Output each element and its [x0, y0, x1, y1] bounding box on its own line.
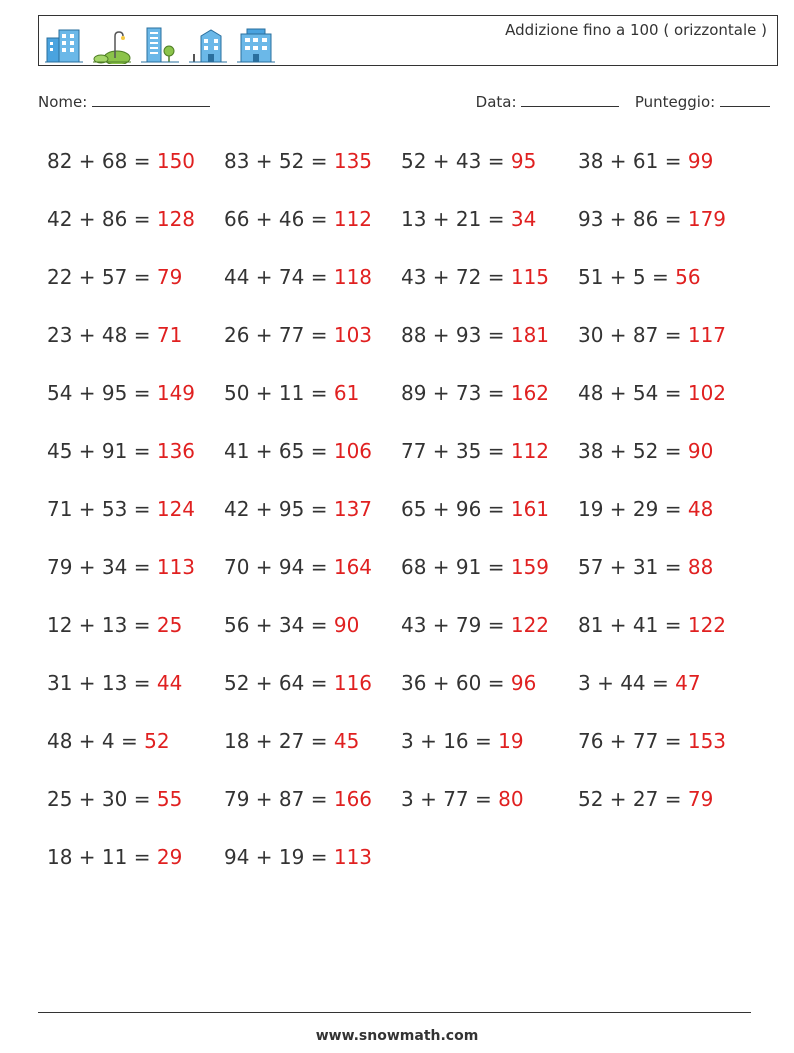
problem — [578, 551, 755, 609]
problem-answer: 71 — [156, 323, 183, 347]
problem-expression: 22 + 57 = — [47, 265, 157, 289]
problem — [47, 551, 224, 609]
problem-expression: 66 + 46 = — [224, 207, 334, 231]
problem-expression: 77 + 35 = — [401, 439, 511, 463]
problem-expression: 52 + 43 = — [401, 149, 511, 173]
problem-answer: 34 — [510, 207, 537, 231]
problem — [47, 609, 224, 667]
tower-tree-icon — [141, 26, 179, 64]
problem-answer: 47 — [675, 671, 701, 695]
footer-divider — [38, 1012, 751, 1013]
problem-expression: 68 + 91 = — [401, 555, 511, 579]
footer-url[interactable]: www.snowmath.com — [315, 1028, 479, 1044]
problem-row — [47, 435, 767, 493]
problem — [578, 667, 755, 725]
problem-answer: 79 — [687, 787, 714, 811]
problem — [401, 377, 578, 435]
problem — [47, 435, 224, 493]
problem-expression: 94 + 19 = — [224, 845, 334, 869]
problem-answer: 99 — [687, 149, 714, 173]
problem — [47, 841, 224, 899]
problem-row — [47, 551, 767, 609]
problem — [224, 841, 401, 899]
problem — [401, 783, 578, 841]
problem-answer: 122 — [510, 613, 550, 637]
problem — [47, 377, 224, 435]
problem — [578, 783, 755, 841]
problem — [401, 319, 578, 377]
problem — [578, 145, 755, 203]
problem — [401, 667, 578, 725]
date-label: Data: — [475, 93, 517, 111]
problem-answer: 90 — [333, 613, 360, 637]
problem-expression: 52 + 64 = — [224, 671, 334, 695]
problem — [401, 493, 578, 551]
problem — [578, 435, 755, 493]
problem-expression: 36 + 60 = — [401, 671, 511, 695]
problem-answer: 88 — [687, 555, 714, 579]
problem — [224, 435, 401, 493]
problem-answer: 137 — [333, 497, 373, 521]
name-blank[interactable] — [92, 92, 210, 107]
problem — [224, 145, 401, 203]
problem-expression: 83 + 52 = — [224, 149, 334, 173]
problem-row — [47, 841, 767, 899]
problem-expression: 41 + 65 = — [224, 439, 334, 463]
problem-expression: 79 + 34 = — [47, 555, 157, 579]
problem-row — [47, 319, 767, 377]
problem-expression: 26 + 77 = — [224, 323, 334, 347]
problem-row — [47, 145, 767, 203]
problem-answer: 95 — [510, 149, 537, 173]
problem-expression: 13 + 21 = — [401, 207, 511, 231]
problem-expression: 3 + 16 = — [401, 729, 499, 753]
problem-answer: 179 — [687, 207, 727, 231]
problem — [578, 203, 755, 261]
problem-expression: 93 + 86 = — [578, 207, 688, 231]
problem-row — [47, 609, 767, 667]
problem-expression: 43 + 79 = — [401, 613, 511, 637]
problem-expression: 54 + 95 = — [47, 381, 157, 405]
problem-answer: 113 — [156, 555, 196, 579]
problem — [401, 551, 578, 609]
problem-expression: 56 + 34 = — [224, 613, 334, 637]
problem-answer: 117 — [687, 323, 727, 347]
problem-answer: 135 — [333, 149, 373, 173]
worksheet-header — [38, 15, 778, 66]
problem — [578, 261, 755, 319]
problem-expression: 42 + 86 = — [47, 207, 157, 231]
problem-answer: 90 — [687, 439, 714, 463]
problem-answer: 80 — [498, 787, 524, 811]
problem — [47, 261, 224, 319]
problem-answer: 159 — [510, 555, 550, 579]
problem — [224, 783, 401, 841]
problem-expression: 79 + 87 = — [224, 787, 334, 811]
problem-answer: 149 — [156, 381, 196, 405]
problem-row — [47, 667, 767, 725]
problem-answer: 48 — [687, 497, 714, 521]
problem — [401, 145, 578, 203]
problem-answer: 118 — [333, 265, 373, 289]
problem-answer: 136 — [156, 439, 196, 463]
problem — [224, 667, 401, 725]
problem — [224, 609, 401, 667]
problem-expression: 19 + 29 = — [578, 497, 688, 521]
problem-expression: 3 + 44 = — [578, 671, 676, 695]
problem-expression: 38 + 52 = — [578, 439, 688, 463]
date-score-fields — [476, 92, 770, 111]
problem-expression: 76 + 77 = — [578, 729, 688, 753]
problem-answer: 128 — [156, 207, 196, 231]
problem-expression: 88 + 93 = — [401, 323, 511, 347]
problem — [224, 725, 401, 783]
problem-answer: 79 — [156, 265, 183, 289]
problem-answer: 52 — [144, 729, 170, 753]
problem-grid — [47, 145, 767, 899]
problem-row — [47, 261, 767, 319]
problem — [47, 667, 224, 725]
header-icons — [45, 20, 275, 64]
problem-expression: 44 + 74 = — [224, 265, 334, 289]
problem-answer: 150 — [156, 149, 196, 173]
problem — [578, 319, 755, 377]
problem-expression: 45 + 91 = — [47, 439, 157, 463]
problem-expression: 30 + 87 = — [578, 323, 688, 347]
problem-expression: 70 + 94 = — [224, 555, 334, 579]
problem-answer: 25 — [156, 613, 183, 637]
date-blank[interactable] — [521, 92, 619, 107]
problem-row — [47, 377, 767, 435]
problem — [578, 377, 755, 435]
problem — [578, 725, 755, 783]
problem-expression: 52 + 27 = — [578, 787, 688, 811]
problem-expression: 31 + 13 = — [47, 671, 157, 695]
name-label: Nome: — [38, 93, 88, 111]
problem-answer: 161 — [510, 497, 550, 521]
problem — [47, 783, 224, 841]
problem-expression: 25 + 30 = — [47, 787, 157, 811]
problem — [224, 493, 401, 551]
office-building-icon — [45, 26, 83, 64]
problem-expression: 42 + 95 = — [224, 497, 334, 521]
problem — [401, 203, 578, 261]
problem-answer: 162 — [510, 381, 550, 405]
problem — [224, 203, 401, 261]
problem-answer: 55 — [156, 787, 183, 811]
problem — [401, 261, 578, 319]
problem-answer: 44 — [156, 671, 183, 695]
apartment-building-icon — [237, 26, 275, 64]
problem-expression: 71 + 53 = — [47, 497, 157, 521]
small-building-icon — [189, 26, 227, 64]
problem-expression: 48 + 4 = — [47, 729, 145, 753]
problem-answer: 29 — [156, 845, 183, 869]
problem-row — [47, 725, 767, 783]
problem — [47, 145, 224, 203]
problem — [401, 609, 578, 667]
problem-answer: 96 — [510, 671, 537, 695]
problem-expression: 65 + 96 = — [401, 497, 511, 521]
problem — [224, 319, 401, 377]
problem-expression: 82 + 68 = — [47, 149, 157, 173]
problem-answer: 106 — [333, 439, 373, 463]
problem-row — [47, 203, 767, 261]
problem-expression: 81 + 41 = — [578, 613, 688, 637]
problem-expression: 18 + 27 = — [224, 729, 334, 753]
problem-expression: 57 + 31 = — [578, 555, 688, 579]
problem-answer: 116 — [333, 671, 373, 695]
problem-answer: 103 — [333, 323, 373, 347]
problem — [401, 725, 578, 783]
problem — [224, 377, 401, 435]
problem — [401, 435, 578, 493]
park-lamp-icon — [93, 26, 131, 64]
problem — [224, 551, 401, 609]
problem — [47, 203, 224, 261]
worksheet-title: Addizione fino a 100 ( orizzontale ) — [505, 21, 767, 39]
problem-answer: 164 — [333, 555, 373, 579]
problem-expression: 38 + 61 = — [578, 149, 688, 173]
problem-expression: 51 + 5 = — [578, 265, 676, 289]
problem-answer: 112 — [333, 207, 373, 231]
problem-expression: 12 + 13 = — [47, 613, 157, 637]
problem-row — [47, 493, 767, 551]
problem — [224, 261, 401, 319]
problem-expression: 18 + 11 = — [47, 845, 157, 869]
problem-answer: 56 — [675, 265, 701, 289]
problem-answer: 122 — [687, 613, 727, 637]
problem-row — [47, 783, 767, 841]
problem-answer: 102 — [687, 381, 727, 405]
problem — [47, 319, 224, 377]
problem-answer: 153 — [687, 729, 727, 753]
problem-answer: 112 — [510, 439, 550, 463]
problem-answer: 61 — [333, 381, 360, 405]
problem — [578, 493, 755, 551]
problem — [578, 609, 755, 667]
problem-expression: 48 + 54 = — [578, 381, 688, 405]
problem-answer: 113 — [333, 845, 373, 869]
score-blank[interactable] — [720, 92, 770, 107]
problem — [47, 725, 224, 783]
problem — [47, 493, 224, 551]
problem-answer: 181 — [510, 323, 550, 347]
problem-expression: 23 + 48 = — [47, 323, 157, 347]
problem-expression: 43 + 72 = — [401, 265, 511, 289]
problem-answer: 166 — [333, 787, 373, 811]
name-field — [38, 92, 210, 111]
problem-expression: 3 + 77 = — [401, 787, 499, 811]
problem-expression: 50 + 11 = — [224, 381, 334, 405]
problem-answer: 115 — [510, 265, 550, 289]
problem-answer: 124 — [156, 497, 196, 521]
problem-answer: 45 — [333, 729, 360, 753]
problem-expression: 89 + 73 = — [401, 381, 511, 405]
problem-answer: 19 — [498, 729, 524, 753]
score-label: Punteggio: — [634, 93, 716, 111]
